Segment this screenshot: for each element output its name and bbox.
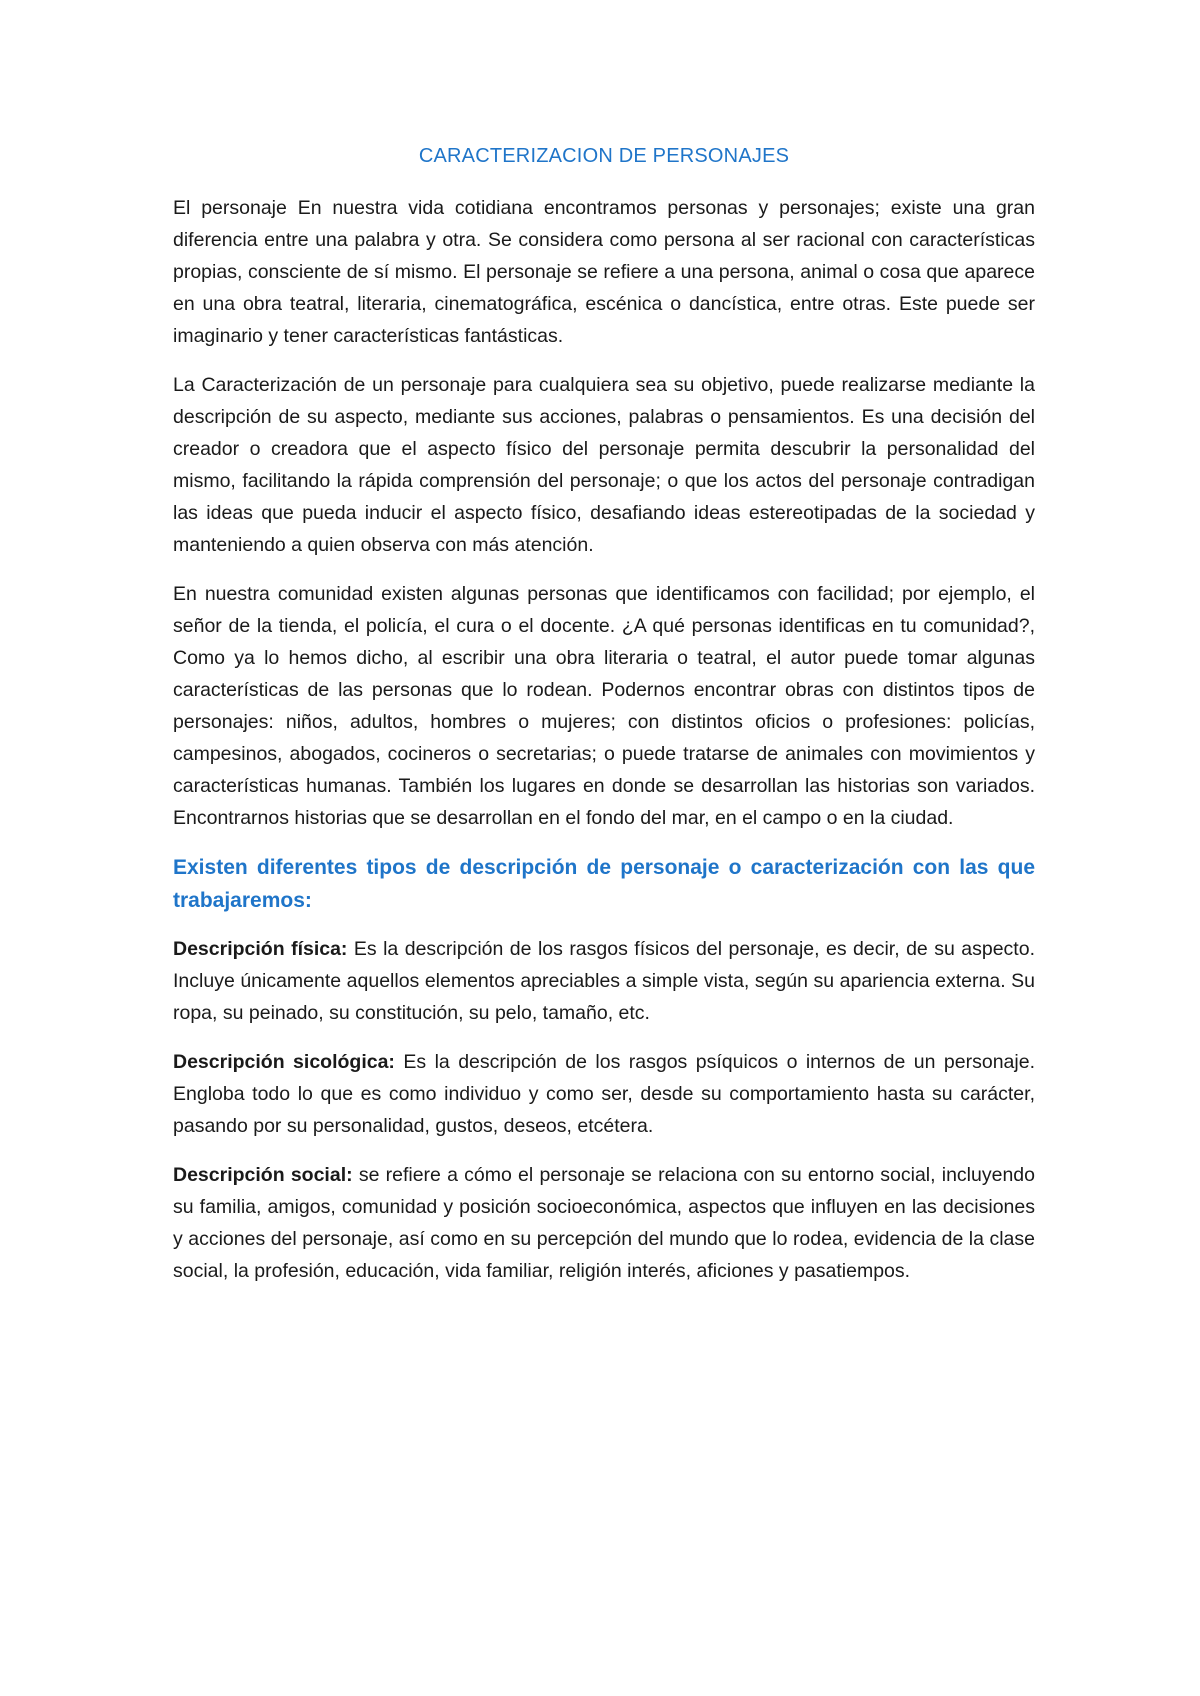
description-sicologica-text: Es la descripción de los rasgos psíquicos o internos de un personaje. Engloba todo lo que es como individuo y como ser, desde su comportamiento hasta su carácter, pasando por su personalidad, gustos, deseos, etcétera. (173, 1051, 1035, 1137)
document-page (173, 140, 1035, 1304)
section-heading-tipos: Existen diferentes tipos de descripción de personaje o caracterización con las que trabajaremos: (173, 856, 1035, 912)
description-fisica-text: Es la descripción de los rasgos físicos del personaje, es decir, de su aspecto. Incluye únicamente aquellos elementos apreciables a simple vista, según su apariencia externa. Su ropa, su peinado, su constitución, su pelo, tamaño, etc. (173, 938, 1035, 1024)
document-title: CARACTERIZACION DE PERSONAJES (418, 145, 790, 167)
description-sicologica (173, 1046, 1035, 1142)
description-social (173, 1159, 1035, 1287)
paragraph-personaje-intro: El personaje En nuestra vida cotidiana encontramos personas y personajes; existe una gran diferencia entre una palabra y otra. Se considera como persona al ser racional con características propias, consciente de sí mismo. El personaje se refiere a una persona, animal o cosa que aparece en una obra teatral, literaria, cinematográfica, escénica o dancística, entre otras. Este puede ser imaginario y tener características fantásticas. (173, 197, 1035, 347)
description-social-text: se refiere a cómo el personaje se relaciona con su entorno social, incluyendo su familia, amigos, comunidad y posición socioeconómica, aspectos que influyen en las decisiones y acciones del personaje, así como en su percepción del mundo que lo rodea, evidencia de la clase social, la profesión, educación, vida familiar, religión interés, aficiones y pasatiempos. (173, 1164, 1035, 1282)
description-fisica (173, 933, 1035, 1029)
description-sicologica-term: Descripción sicológica: (173, 1051, 395, 1073)
description-fisica-term: Descripción física: (173, 938, 348, 960)
description-social-term: Descripción social: (173, 1164, 353, 1186)
paragraph-comunidad: En nuestra comunidad existen algunas personas que identificamos con facilidad; por ejemplo, el señor de la tienda, el policía, el cura o el docente. ¿A qué personas identificas en tu comunidad?, Como ya lo hemos dicho, al escribir una obra literaria o teatral, el autor puede tomar algunas características de las personas que lo rodean. Podernos encontrar obras con distintos tipos de personajes: niños, adultos, hombres o mujeres; con distintos oficios o profesiones: policías, campesinos, abogados, cocineros o secretarias; o puede tratarse de animales con movimientos y características humanas. También los lugares en donde se desarrollan las historias son variados. Encontrarnos historias que se desarrollan en el fondo del mar, en el campo o en la ciudad. (173, 583, 1035, 829)
paragraph-caracterizacion: La Caracterización de un personaje para cualquiera sea su objetivo, puede realizarse mediante la descripción de su aspecto, mediante sus acciones, palabras o pensamientos. Es una decisión del creador o creadora que el aspecto físico del personaje permita descubrir la personalidad del mismo, facilitando la rápida comprensión del personaje; o que los actos del personaje contradigan las ideas que pueda inducir el aspecto físico, desafiando ideas estereotipadas de la sociedad y manteniendo a quien observa con más atención. (173, 374, 1035, 556)
